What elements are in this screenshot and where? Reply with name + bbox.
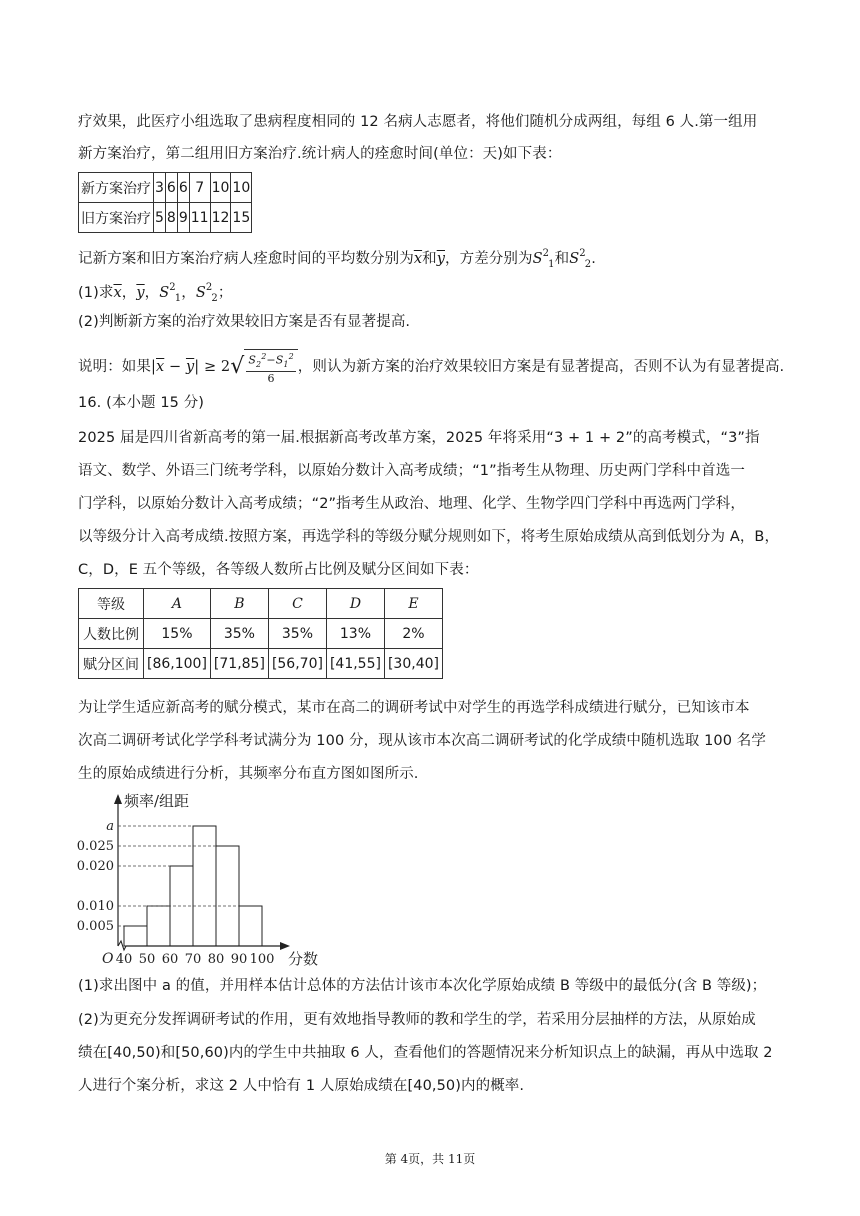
table1-row	[79, 203, 252, 233]
table1-row-label: 新方案治疗	[79, 173, 154, 203]
q16-header: 16. (本小题 15 分)	[78, 395, 205, 411]
table1-cell: 7	[189, 173, 210, 203]
table1-cell: 8	[165, 203, 177, 233]
y-tick-label: 0.025	[76, 839, 114, 854]
histogram-bar	[147, 906, 170, 946]
q16-question-3: 绩在[40,50)和[50,60)内的学生中共抽取 6 人，查看他们的答题情况来分析知识点上的缺漏，再从中选取 2	[78, 1045, 773, 1061]
table2-cell: 35%	[210, 619, 268, 649]
table2-cell: [41,55]	[326, 649, 384, 679]
part2-line: (2)判断新方案的治疗效果较旧方案是否有显著提高.	[78, 314, 411, 330]
q16-after-1: 为让学生适应新高考的赋分模式，某市在高二的调研考试中对学生的再选学科成绩进行赋分，已知该市本	[78, 700, 750, 716]
x-tick-label: 70	[184, 952, 202, 967]
table2-row-label: 人数比例	[79, 619, 144, 649]
histogram-bar	[239, 906, 262, 946]
q16-line-2: 语文、数学、外语三门统考学科，以原始分数计入高考成绩；“1”指考生从物理、历史两门学科中首选一	[78, 463, 745, 479]
x-axis-label: 分数	[288, 950, 319, 968]
table2-cell: 15%	[144, 619, 211, 649]
part1-line: (1)求$\overline{x}$，$\overline{y}$，$S^2_1$，$S^2_2$；	[78, 282, 233, 304]
table1-cell: 3	[154, 173, 166, 203]
table2-cell: [30,40]	[384, 649, 442, 679]
table2-row-label: 赋分区间	[79, 649, 144, 679]
table2-cell: [71,85]	[210, 649, 268, 679]
table2-header-cell: D	[326, 589, 384, 619]
table2-cell: 2%	[384, 619, 442, 649]
table2-header-cell: A	[144, 589, 211, 619]
table1-cell: 10	[231, 173, 252, 203]
x-tick-label: 40	[115, 952, 133, 967]
table2-cell: [86,100]	[144, 649, 211, 679]
q16-line-1: 2025 届是四川省新高考的第一届.根据新高考改革方案，2025 年将采用“3 + 1 + 2”的高考模式，“3”指	[78, 430, 760, 446]
intro-line-2: 新方案治疗，第二组用旧方案治疗.统计病人的痊愈时间(单位：天)如下表：	[78, 146, 562, 162]
table1-cell: 6	[165, 173, 177, 203]
frequency-histogram	[70, 786, 340, 976]
table2-row	[79, 619, 443, 649]
table2-header-cell: 等级	[79, 589, 144, 619]
grade-table	[78, 588, 443, 679]
table1-cell: 9	[177, 203, 189, 233]
q16-line-4: 以等级分计入高考成绩.按照方案，再选学科的等级分赋分规则如下，将考生原始成绩从高到低划分为 A，B，	[78, 529, 780, 545]
record-line: 记新方案和旧方案治疗病人痊愈时间的平均数分别为$\overline{x}$和$\overline{y}$，方差分别为$S^2_1$和$S^2_2$.	[78, 248, 596, 270]
table2-row	[79, 649, 443, 679]
table2-header-row	[79, 589, 443, 619]
histogram-bar	[193, 826, 216, 946]
table1-cell: 10	[210, 173, 231, 203]
q16-question-4: 人进行个案分析，求这 2 人中恰有 1 人原始成绩在[40,50)内的概率.	[78, 1078, 525, 1094]
table1-cell: 12	[210, 203, 231, 233]
q16-question-1: (1)求出图中 a 的值，并用样本估计总体的方法估计该市本次化学原始成绩 B 等级中的最低分(含 B 等级)；	[78, 978, 767, 994]
note-line: 说明：如果$|\overline{x} - \overline{y}| \ge 2√$ $\frac{S_2^2-S_1^2}{6}$ ，则认为新方案的治疗效果较旧方案是有显著提高，否则不认为有显著提高.	[78, 349, 784, 385]
histogram-bar	[124, 926, 147, 946]
y-tick-label: a	[106, 819, 114, 834]
intro-line-1: 疗效果，此医疗小组选取了患病程度相同的 12 名病人志愿者，将他们随机分成两组，每组 6 人.第一组用	[78, 114, 758, 130]
origin-label: O	[102, 951, 114, 967]
x-tick-label: 100	[249, 952, 275, 967]
x-tick-label: 90	[230, 952, 248, 967]
table1-row	[79, 173, 252, 203]
y-tick-label: 0.020	[76, 859, 114, 874]
y-tick-label: 0.010	[76, 899, 114, 914]
y-axis-label: 频率/组距	[124, 792, 190, 810]
table1-cell: 11	[189, 203, 210, 233]
table1-cell: 5	[154, 203, 166, 233]
q16-after-3: 生的原始成绩进行分析，其频率分布直方图如图所示.	[78, 766, 419, 782]
table1-row-label: 旧方案治疗	[79, 203, 154, 233]
x-axis-arrow	[280, 942, 290, 950]
table2-cell: 13%	[326, 619, 384, 649]
y-axis-arrow	[114, 794, 122, 804]
recovery-time-table	[78, 172, 252, 233]
y-tick-label: 0.005	[76, 919, 114, 934]
table1-cell: 15	[231, 203, 252, 233]
table2-header-cell: C	[268, 589, 326, 619]
x-tick-label: 80	[207, 952, 225, 967]
q16-question-2: (2)为更充分发挥调研考试的作用，更有效地指导教师的教和学生的学，若采用分层抽样的方法，从原始成	[78, 1012, 756, 1028]
q16-line-3: 门学科，以原始分数计入高考成绩；“2”指考生从政治、地理、化学、生物学四门学科中再选两门学科，	[78, 496, 745, 512]
table1-cell: 6	[177, 173, 189, 203]
x-tick-label: 50	[138, 952, 156, 967]
table2-header-cell: B	[210, 589, 268, 619]
page-footer: 第 4页，共 11页	[384, 1152, 476, 1166]
q16-line-5: C，D，E 五个等级，各等级人数所占比例及赋分区间如下表：	[78, 562, 479, 578]
table2-cell: 35%	[268, 619, 326, 649]
histogram-bar	[216, 846, 239, 946]
q16-after-2: 次高二调研考试化学学科考试满分为 100 分，现从该市本次高二调研考试的化学成绩中随机选取 100 名学	[78, 733, 766, 749]
x-tick-label: 60	[161, 952, 179, 967]
table2-header-cell: E	[384, 589, 442, 619]
table2-cell: [56,70]	[268, 649, 326, 679]
